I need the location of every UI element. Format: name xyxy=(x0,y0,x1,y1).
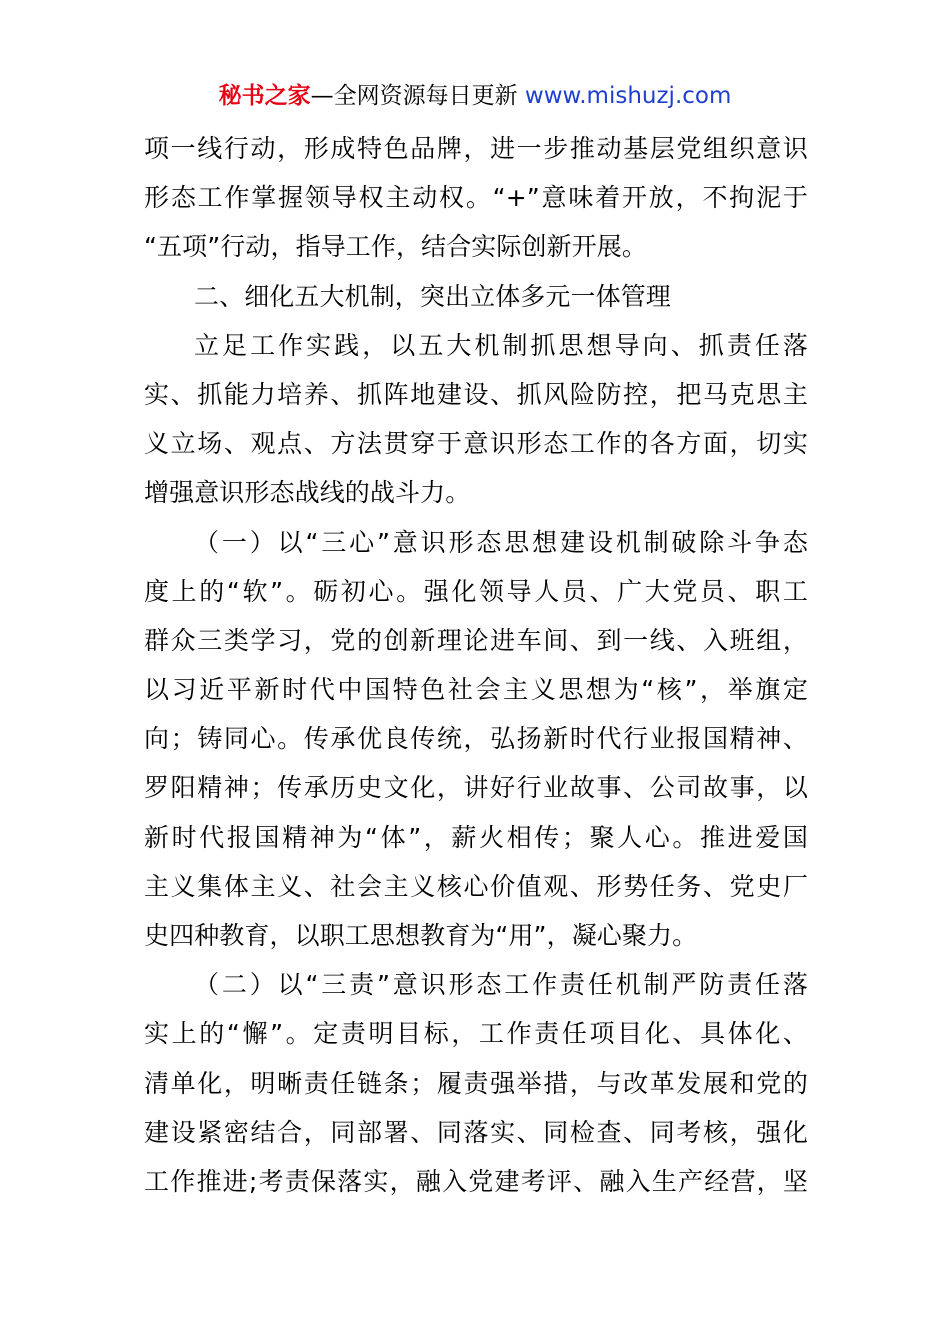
body-line: 新时代报国精神为“体”，薪火相传；聚人心。推进爱国 xyxy=(144,822,808,852)
body-line: 义立场、观点、方法贯穿于意识形态工作的各方面，切实 xyxy=(144,429,808,459)
body-line: 罗阳精神；传承历史文化，讲好行业故事、公司故事，以 xyxy=(144,773,808,803)
body-line: 主义集体主义、社会主义核心价值观、形势任务、党史厂 xyxy=(144,871,808,901)
body-line: 清单化，明晰责任链条；履责强举措，与改革发展和党的 xyxy=(144,1068,808,1098)
body-line: 项一线行动，形成特色品牌，进一步推动基层党组织意识 xyxy=(144,134,808,163)
site-brand: 秘书之家 xyxy=(218,83,311,109)
body-line: 实、抓能力培养、抓阵地建设、抓风险防控，把马克思主 xyxy=(144,379,808,409)
body-line: 立足工作实践，以五大机制抓思想导向、抓责任落 xyxy=(194,330,808,360)
site-tagline: —全网资源每日更新 xyxy=(310,83,525,109)
body-line: （二）以“三责”意识形态工作责任机制严防责任落 xyxy=(194,970,808,1000)
body-line: 增强意识形态战线的战斗力。 xyxy=(144,478,471,508)
body-line: 群众三类学习，党的创新理论进车间、到一线、入班组， xyxy=(144,625,808,655)
body-line: 向；铸同心。传承优良传统，弘扬新时代行业报国精神、 xyxy=(144,724,808,754)
section-heading: 二、细化五大机制，突出立体多元一体管理 xyxy=(194,281,671,311)
site-header xyxy=(0,80,950,112)
site-url[interactable]: www.mishuzj.com xyxy=(524,83,732,109)
body-line: 度上的“软”。砺初心。强化领导人员、广大党员、职工 xyxy=(144,576,808,606)
body-line: “五项”行动，指导工作，结合实际创新开展。 xyxy=(144,232,648,262)
document-body xyxy=(144,124,808,1206)
body-line: 史四种教育，以职工思想教育为“用”，凝心聚力。 xyxy=(144,921,698,950)
body-line: 建设紧密结合，同部署、同落实、同检查、同考核，强化 xyxy=(144,1117,808,1147)
body-line: 形态工作掌握领导权主动权。“+”意味着开放，不拘泥于 xyxy=(144,183,808,213)
body-line: （一）以“三心”意识形态思想建设机制破除斗争态 xyxy=(194,527,808,557)
body-line: 以习近平新时代中国特色社会主义思想为“核”，举旗定 xyxy=(144,675,808,705)
body-line: 实上的“懈”。定责明目标，工作责任项目化、具体化、 xyxy=(144,1019,808,1049)
body-line: 工作推进;考责保落实，融入党建考评、融入生产经营，坚 xyxy=(144,1166,808,1196)
